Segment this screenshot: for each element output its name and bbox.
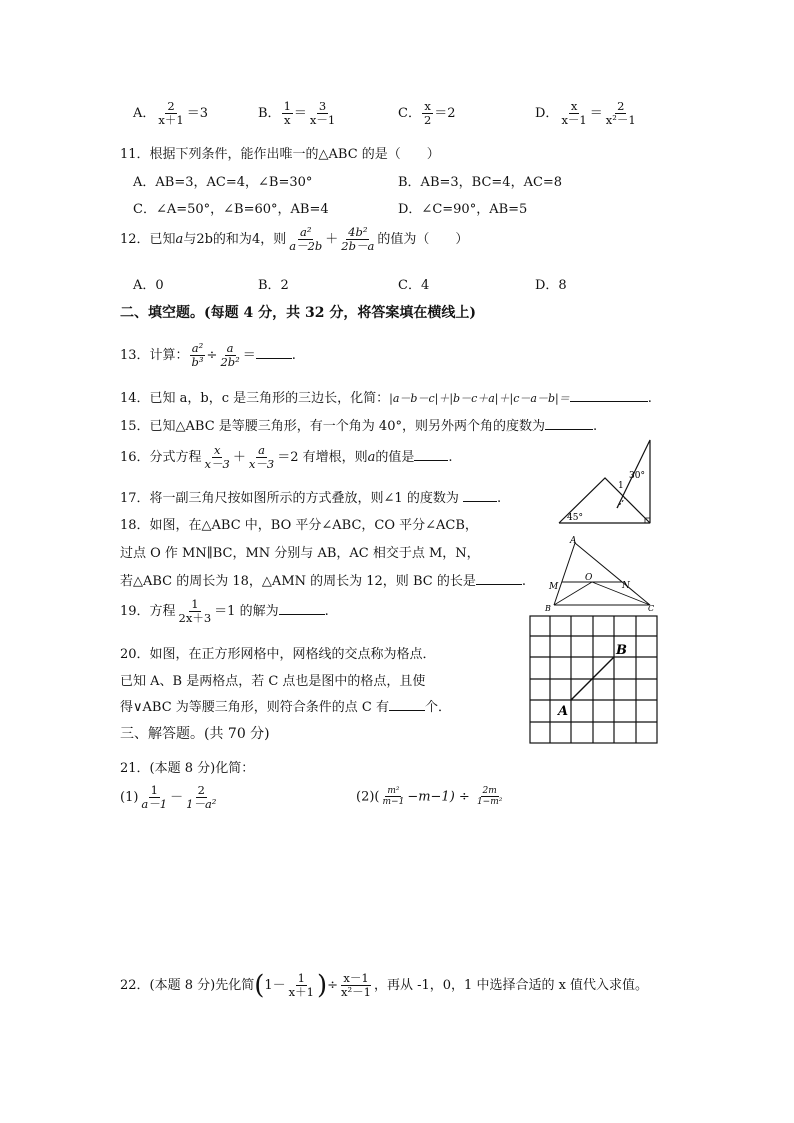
q12-stem: 12．已知a与2b的和为4，则 $\frac{\text{a²}}{a-2b}$ ＋ $\frac{\text{4b²}}{2b-a}$ 的值为（ ） [120,225,469,254]
section-3-heading: 三、解答题。(共 70 分) [120,726,270,742]
section-2-heading: 二、填空题。(每题 4 分，共 32 分，将答案填在横线上) [120,305,476,321]
q20-line-3: 得∨ABC 为等腰三角形，则符合条件的点 C 有 个． [120,700,452,715]
q20-line-2: 已知 A、B 是两格点，若 C 点也是图中的格点，且使 [120,674,426,689]
q12-option-b: B．2 [258,278,289,293]
fig17-angle-30: 30° [629,471,645,481]
q21-stem: 21．(本题 8 分)化简： [120,761,255,776]
q14: 14．已知 a，b，c 是三角形的三边长，化简：|a－b－c|＋|b－c＋a|＋|c－a－b|＝ . [120,391,652,406]
answer-blank[interactable] [545,417,593,430]
q10-option-c: C． $\frac{x}{2}$ ＝2 [398,99,456,128]
fig20-point-a: A [558,704,569,719]
q21-part-2: (2)( $\frac{\text{m²}}{m-1}$ −m−1) ÷ $\frac{2m}{\text{1−m²}}$ [356,786,503,808]
q11-option-c: C．∠A=50°，∠B=60°，AB=4 [133,202,329,217]
q10-option-b: B． $\frac{1}{x}$ ＝ $\frac{3}{x-1}$ [258,99,336,128]
triangle-abc-figure [540,533,662,611]
fig18-vertex-c: C [648,604,655,611]
q19: 19．方程 $\frac{1}{2x+3}$ ＝1 的解为 . [120,597,329,626]
q18-line-2: 过点 O 作 MN∥BC，MN 分别与 AB，AC 相交于点 M，N， [120,546,480,561]
q11-option-b: B．AB=3，BC=4，AC=8 [398,175,563,190]
q21-part-1: (1) $\frac{1}{a-1}$ － $\frac{2}{\text{1－a²}}$ [120,783,217,812]
fig17-angle-45: 45° [567,513,583,523]
fig18-point-n: N [622,581,630,591]
fig18-vertex-a: A [570,536,577,546]
fig18-vertex-b: B [545,604,551,611]
q10-option-d: D． $\frac{x}{x-1}$ ＝ $\frac{2}{\text{x²－1}}$ [535,99,636,128]
fig20-point-b: B [616,643,627,658]
answer-blank[interactable] [476,572,522,585]
answer-blank[interactable] [389,698,425,711]
answer-blank[interactable] [570,389,648,402]
answer-blank[interactable] [414,448,448,461]
q12-option-a: A．0 [133,278,164,293]
q11-option-a: A．AB=3，AC=4，∠B=30° [133,175,313,190]
q12-option-d: D．8 [535,278,567,293]
fig17-angle-1-label: 1 [618,481,624,491]
q13: 13．计算： $\frac{\text{a²}}{\text{b³}}$ ÷ $\frac{a}{\text{2b²}}$ ＝ . [120,341,296,370]
q16: 16．分式方程 $\frac{x}{x-3}$ ＋ $\frac{a}{x-3}$ ＝2 有增根，则a的值是 . [120,443,453,472]
q18-line-3: 若△ABC 的周长为 18，△AMN 的周长为 12，则 BC 的长是 . [120,574,526,589]
answer-blank[interactable] [279,602,325,615]
q11-option-d: D．∠C=90°，AB=5 [398,202,528,217]
q10-option-a: A． $\frac{2}{x+1}$ ＝3 [133,99,208,128]
answer-blank[interactable] [463,489,497,502]
q22: 22．(本题 8 分)先化简(1－ $\frac{1}{x+1}$ )÷ $\frac{x-1}{\text{x²－1}}$ ，再从 -1，0，1 中选择合适的 x 值代入求值。 [120,970,649,1001]
fig18-point-o: O [585,573,593,583]
q12-option-c: C．4 [398,278,430,293]
q17: 17．将一副三角尺按如图所示的方式叠放，则∠1 的度数为 . [120,491,502,506]
set-square-figure [555,438,657,526]
fig18-point-m: M [549,582,559,592]
answer-blank[interactable] [256,346,292,359]
q20-line-1: 20．如图，在正方形网格中，网格线的交点称为格点． [120,647,436,662]
q15: 15．已知△ABC 是等腰三角形，有一个角为 40°，则另外两个角的度数为 . [120,419,598,434]
q11-stem: 11．根据下列条件，能作出唯一的△ABC 的是（ ） [120,147,440,162]
square-grid-figure [528,614,660,746]
q18-line-1: 18．如图，在△ABC 中，BO 平分∠ABC，CO 平分∠ACB， [120,518,478,533]
